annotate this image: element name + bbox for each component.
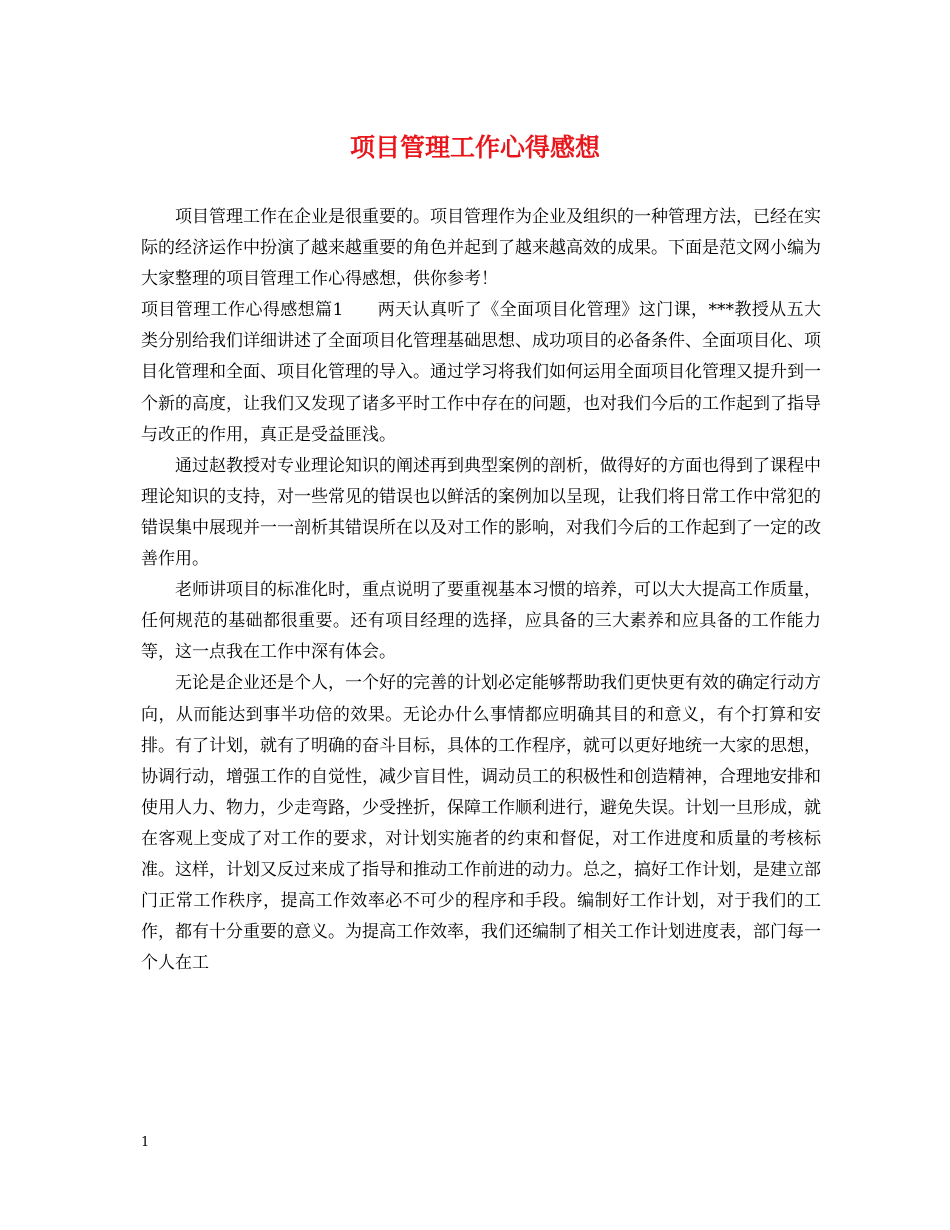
paragraph-1-text: 两天认真听了《全面项目化管理》这门课，***教授从五大类分别给我们详细讲述了全面项目化管理基础思想、成功项目的必备条件、全面项目化、项目化管理和全面、项目化管理的导入。通过学习将我们如何运用全面项目化管理又提升到一个新的高度，让我们又发现了诸多平时工作中存在的问题，也对我们今后的工作起到了指导与改正的作用，真正是受益匪浅。 bbox=[141, 300, 822, 445]
paragraph-4: 无论是企业还是个人，一个好的完善的计划必定能够帮助我们更快更有效的确定行动方向，从而能达到事半功倍的效果。无论办什么事情都应明确其目的和意义，有个打算和安排。有了计划，就有了明确的奋斗目标，具体的工作程序，就可以更好地统一大家的思想，协调行动，增强工作的自觉性，减少盲目性，调动员工的积极性和创造精神，合理地安排和使用人力、物力，少走弯路，少受挫折，保障工作顺利进行，避免失误。计划一旦形成，就在客观上变成了对工作的要求，对计划实施者的约束和督促，对工作进度和质量的考核标准。这样，计划又反过来成了指导和推动工作前进的动力。总之，搞好工作计划，是建立部门正常工作秩序，提高工作效率必不可少的程序和手段。编制好工作计划，对于我们的工作，都有十分重要的意义。为提高工作效率，我们还编制了相关工作计划进度表，部门每一个人在工 bbox=[141, 673, 821, 974]
paragraph-3: 老师讲项目的标准化时，重点说明了要重视基本习惯的培养，可以大大提高工作质量，任何规范的基础都很重要。还有项目经理的选择，应具备的三大素养和应具备的工作能力等，这一点我在工作中深有体会。 bbox=[141, 580, 821, 663]
paragraph-2: 通过赵教授对专业理论知识的阐述再到典型案例的剖析，做得好的方面也得到了课程中理论知识的支持，对一些常见的错误也以鲜活的案例加以呈现，让我们将日常工作中常犯的错误集中展现并一一剖析其错误所在以及对工作的影响，对我们今后的工作起到了一定的改善作用。 bbox=[141, 455, 821, 570]
page-number: 1 bbox=[141, 1135, 150, 1150]
section-paragraph-1 bbox=[141, 295, 821, 450]
intro-paragraph: 项目管理工作在企业是很重要的。项目管理作为企业及组织的一种管理方法，已经在实际的经济运作中扮演了越来越重要的角色并起到了越来越高效的成果。下面是范文网小编为大家整理的项目管理工作心得感想，供你参考！ bbox=[141, 207, 821, 290]
document-body bbox=[141, 202, 821, 979]
document-title: 项目管理工作心得感想 bbox=[349, 133, 600, 162]
section-heading: 项目管理工作心得感想篇1 bbox=[141, 300, 344, 321]
